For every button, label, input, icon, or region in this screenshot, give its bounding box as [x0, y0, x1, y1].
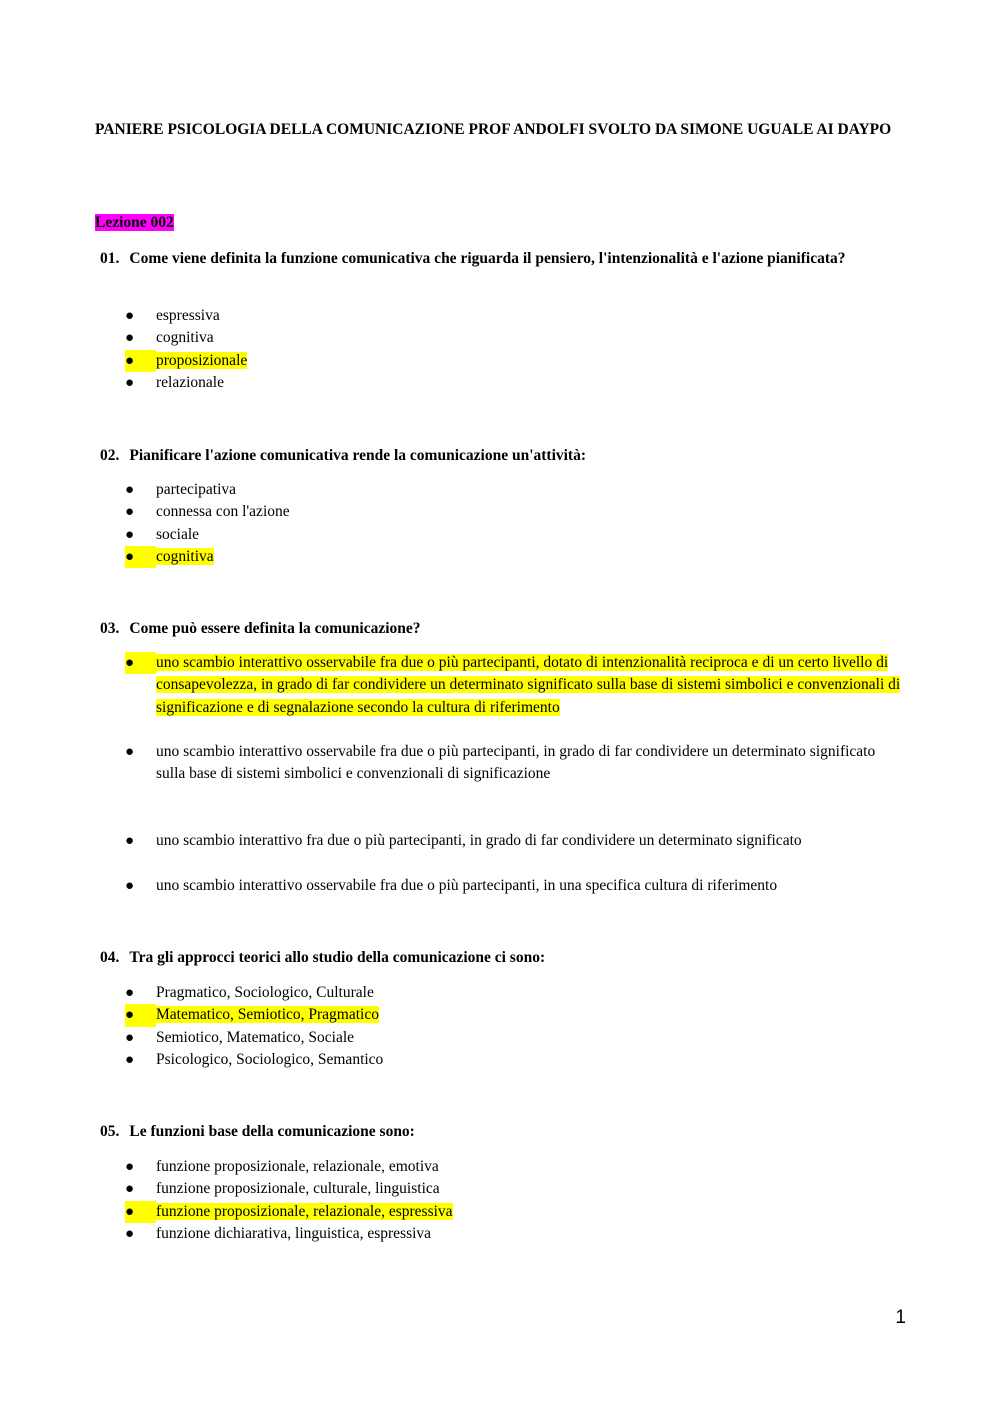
option-text: partecipativa [156, 481, 237, 498]
option-text: uno scambio interattivo osservabile fra due o più partecipanti, in una specifica cultura di riferimento [156, 877, 778, 894]
option-item [0, 305, 1000, 327]
options-list-05 [0, 1156, 1000, 1245]
question-number: 04. [100, 949, 120, 966]
option-item-correct [0, 1004, 1000, 1026]
option-item [0, 741, 1000, 786]
lesson-heading [95, 212, 174, 234]
option-text: espressiva [156, 307, 220, 324]
options-list-03b [0, 741, 1000, 786]
option-text: relazionale [156, 373, 224, 391]
question-number: 01. [100, 250, 120, 267]
document-title: PANIERE PSICOLOGIA DELLA COMUNICAZIONE PROF ANDOLFI SVOLTO DA SIMONE UGUALE AI DAYPO [95, 121, 892, 138]
bullet-icon: ● [125, 1159, 135, 1175]
bullet-icon: ● [125, 878, 135, 894]
bullet-icon: ● [125, 1051, 135, 1068]
option-text: proposizionale [156, 351, 248, 369]
option-item-correct [0, 546, 1000, 568]
bullet-icon: ● [125, 308, 135, 324]
bullet-icon: ● [125, 744, 135, 760]
options-list-01 [0, 305, 1000, 394]
question-03 [95, 617, 905, 640]
bullet-icon: ● [125, 1004, 156, 1026]
option-text: funzione proposizionale, relazionale, emotiva [156, 1158, 439, 1175]
question-number: 03. [100, 620, 120, 637]
option-text: connessa con l'azione [156, 503, 290, 521]
options-list-04 [0, 982, 1000, 1071]
bullet-icon: ● [125, 526, 135, 543]
question-text: Come viene definita la funzione comunicativa che riguarda il pensiero, l'intenzionalità e l'azione pianificata? [129, 250, 846, 267]
option-item [0, 1223, 1000, 1245]
options-list-03d [0, 875, 1000, 897]
option-text: funzione proposizionale, culturale, linguistica [156, 1180, 440, 1198]
option-item-correct [0, 652, 1000, 719]
option-text: Pragmatico, Sociologico, Culturale [156, 984, 374, 1001]
option-item [0, 372, 1000, 394]
bullet-icon: ● [125, 1225, 135, 1242]
bullet-icon: ● [125, 1181, 135, 1198]
option-item [0, 982, 1000, 1004]
option-text: Matematico, Semiotico, Pragmatico [156, 1006, 379, 1024]
lesson-label: Lezione 002 [95, 214, 174, 231]
options-list-03c [0, 830, 1000, 852]
option-item [0, 1156, 1000, 1178]
question-number: 05. [100, 1123, 120, 1140]
question-text: Pianificare l'azione comunicativa rende la comunicazione un'attività: [129, 447, 587, 464]
options-list-03 [0, 652, 1000, 719]
question-number: 02. [100, 447, 120, 464]
bullet-icon: ● [125, 504, 135, 521]
bullet-icon: ● [125, 482, 135, 498]
option-item-correct [0, 350, 1000, 372]
option-item [0, 1027, 1000, 1049]
question-01 [95, 247, 905, 270]
option-text: uno scambio interattivo fra due o più partecipanti, in grado di far condividere un determinato significato [156, 832, 802, 849]
question-04 [95, 946, 905, 969]
option-text: uno scambio interattivo osservabile fra due o più partecipanti, dotato di intenzionalità reciproca e di un certo livello di consapevolezza, in grado di far condividere un determinato significato sulla base di sistemi simbolici e convenzionali di significazione e di segnalazione secondo la cultura di riferimento [156, 654, 901, 716]
question-text: Tra gli approcci teorici allo studio della comunicazione ci sono: [129, 949, 546, 966]
option-text: funzione proposizionale, relazionale, espressiva [156, 1202, 453, 1220]
question-text: Come può essere definita la comunicazione? [129, 620, 421, 637]
option-text: uno scambio interattivo osservabile fra due o più partecipanti, in grado di far condividere un determinato significato sulla base di sistemi simbolici e convenzionali di significazione [156, 743, 876, 783]
option-item [0, 501, 1000, 523]
option-item [0, 1178, 1000, 1200]
option-text: sociale [156, 525, 200, 543]
option-text: Psicologico, Sociologico, Semantico [156, 1050, 384, 1068]
option-item [0, 875, 1000, 897]
bullet-icon: ● [125, 652, 156, 674]
question-02 [95, 444, 905, 467]
option-text: cognitiva [156, 547, 214, 565]
options-list-02 [0, 479, 1000, 568]
bullet-icon: ● [125, 1029, 135, 1046]
bullet-icon: ● [125, 985, 135, 1001]
option-item [0, 479, 1000, 501]
option-text: cognitiva [156, 329, 214, 347]
bullet-icon: ● [125, 374, 135, 391]
option-item-correct [0, 1201, 1000, 1223]
bullet-icon: ● [125, 330, 135, 347]
option-item [0, 524, 1000, 546]
page-number: 1 [895, 1307, 906, 1328]
bullet-icon: ● [125, 1201, 156, 1223]
question-05 [95, 1120, 905, 1143]
bullet-icon: ● [125, 833, 135, 849]
bullet-icon: ● [125, 350, 156, 372]
option-item [0, 1049, 1000, 1071]
option-item [0, 830, 1000, 852]
bullet-icon: ● [125, 546, 156, 568]
question-text: Le funzioni base della comunicazione sono: [129, 1123, 415, 1140]
option-text: Semiotico, Matematico, Sociale [156, 1028, 355, 1046]
option-text: funzione dichiarativa, linguistica, espressiva [156, 1224, 432, 1242]
option-item [0, 327, 1000, 349]
